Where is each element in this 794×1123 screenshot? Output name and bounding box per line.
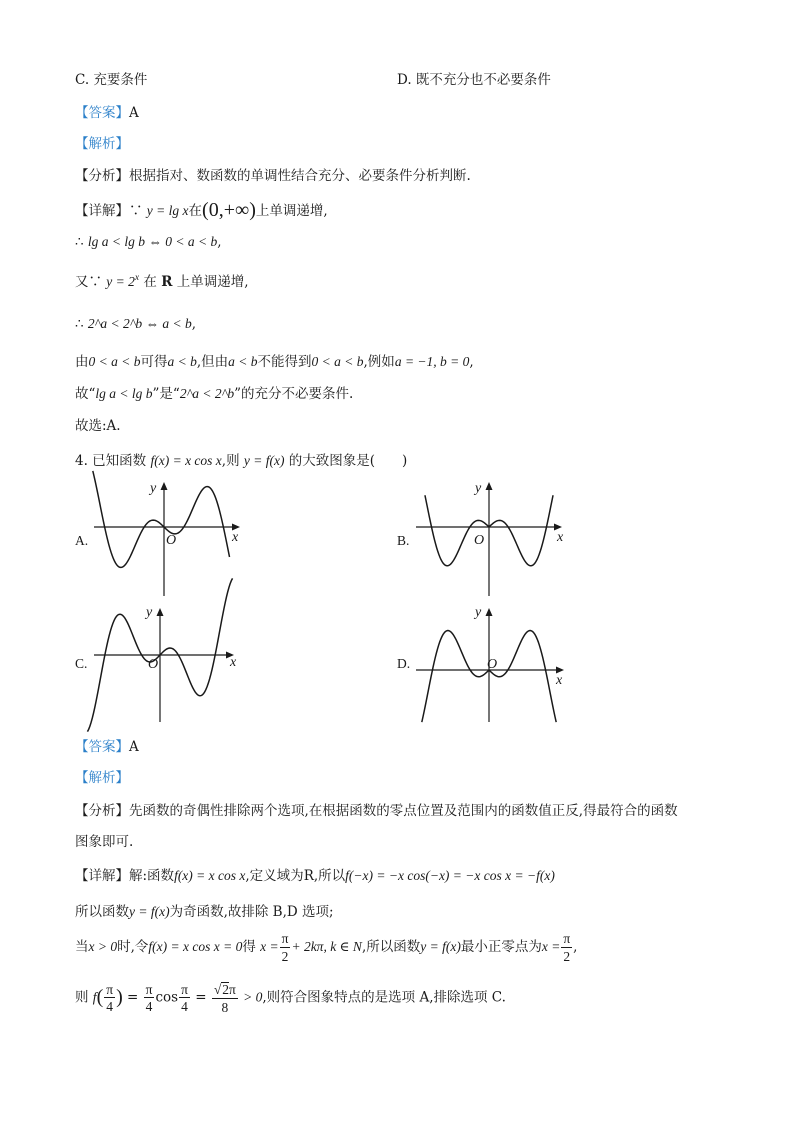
q3-line6: 故“lg a < lg b”是“2^a < 2^b”的充分不必要条件. <box>75 386 354 402</box>
y-label: y <box>146 605 153 620</box>
q4-stem: 4. 已知函数 f(x) = x cos x,则 y = f(x) 的大致图象是( ) <box>75 453 408 469</box>
q4-line4: 则 f( $\frac{\pi}{4}$ ) = $\frac{\pi}{4}$ cos $\frac{\pi}{4}$ = $\frac{√2\pi}{8}$ > 0,则符合图象特点的是选项 A,排除选项 C. <box>75 981 506 1015</box>
curve <box>93 471 230 567</box>
q4-xiangjie: 【详解】解:函数f(x) = x cos x,定义域为R,所以f(−x) = −x cos(−x) = −x cos x = −f(x) <box>75 868 555 884</box>
y-arrow <box>486 608 493 616</box>
fraction: $\frac{√2\pi}{8}$ <box>213 982 236 1015</box>
fraction: $\frac{\pi}{4}$ <box>106 981 114 1014</box>
y-label: y <box>150 481 157 496</box>
option-b-label: B. <box>397 533 410 548</box>
origin-label: O <box>148 657 159 672</box>
q3-answer <box>75 101 139 121</box>
origin-label: O <box>487 657 498 672</box>
option-b-graph <box>412 478 572 598</box>
option-a-label: A. <box>75 533 89 548</box>
answer-tag: 【答案】 <box>75 739 129 755</box>
answer-value: A <box>129 739 139 755</box>
fraction: $\frac{\pi}{2}$ <box>281 931 289 964</box>
x-label: x <box>232 530 239 545</box>
fraction: $\frac{\pi}{4}$ <box>145 981 153 1014</box>
q4-line3: 当x > 0时,令f(x) = x cos x = 0得 x = $\frac{\pi}{2}$ + 2kπ, k ∈ N,所以函数y = f(x)最小正零点为x = $\frac{\pi}{2}$ , <box>75 931 578 964</box>
q4-analysis-tag: 【解析】 <box>75 770 129 786</box>
y-label: y <box>475 605 482 620</box>
q3-option-c: C. 充要条件 <box>75 72 148 88</box>
option-c-graph <box>90 600 250 725</box>
option-a-graph <box>90 478 250 598</box>
answer-tag: 【答案】 <box>75 105 129 121</box>
fraction: $\frac{\pi}{2}$ <box>563 931 571 964</box>
q3-choose: 故选:A. <box>75 418 121 434</box>
fraction: $\frac{\pi}{4}$ <box>181 981 188 1014</box>
q4-fenxi-line1: 【分析】先函数的奇偶性排除两个选项,在根据函数的零点位置及范围内的函数值正反,得最符合的函数 <box>75 803 678 819</box>
q3-xiangjie: 【详解】∵ y = lg x在(0,+∞)上单调递增, <box>75 199 328 221</box>
option-d-label: D. <box>397 656 411 671</box>
q3-analysis-tag: 【解析】 <box>75 136 129 152</box>
q4-fenxi-line2: 图象即可. <box>75 834 134 850</box>
q3-fenxi: 【分析】根据指对、数函数的单调性结合充分、必要条件分析判断. <box>75 168 471 184</box>
y-label: y <box>475 481 482 496</box>
q4-line2: 所以函数y = f(x)为奇函数,故排除 B,D 选项; <box>75 904 334 920</box>
answer-value: A <box>129 105 139 121</box>
x-label: x <box>557 530 564 545</box>
origin-label: O <box>474 533 485 548</box>
q4-answer <box>75 735 139 755</box>
y-arrow <box>161 482 168 490</box>
x-label: x <box>556 673 563 688</box>
y-arrow <box>157 608 164 616</box>
origin-label: O <box>166 533 177 548</box>
q3-line3: 又∵ $y = 2^x$ 在 R 上单调递增, <box>75 273 249 290</box>
option-c-label: C. <box>75 656 88 671</box>
y-arrow <box>486 482 493 490</box>
option-d-graph <box>412 600 572 725</box>
x-label: x <box>230 655 237 670</box>
q3-line4: ∴ 2^a < 2^b ⇔ a < b, <box>75 316 197 332</box>
q3-line5: 由0 < a < b可得a < b,但由a < b不能得到0 < a < b,例如a = −1, b = 0, <box>75 354 474 370</box>
q3-line2: ∴ lg a < lg b ⇔ 0 < a < b, <box>75 234 222 250</box>
q3-option-d: D. 既不充分也不必要条件 <box>397 72 551 88</box>
